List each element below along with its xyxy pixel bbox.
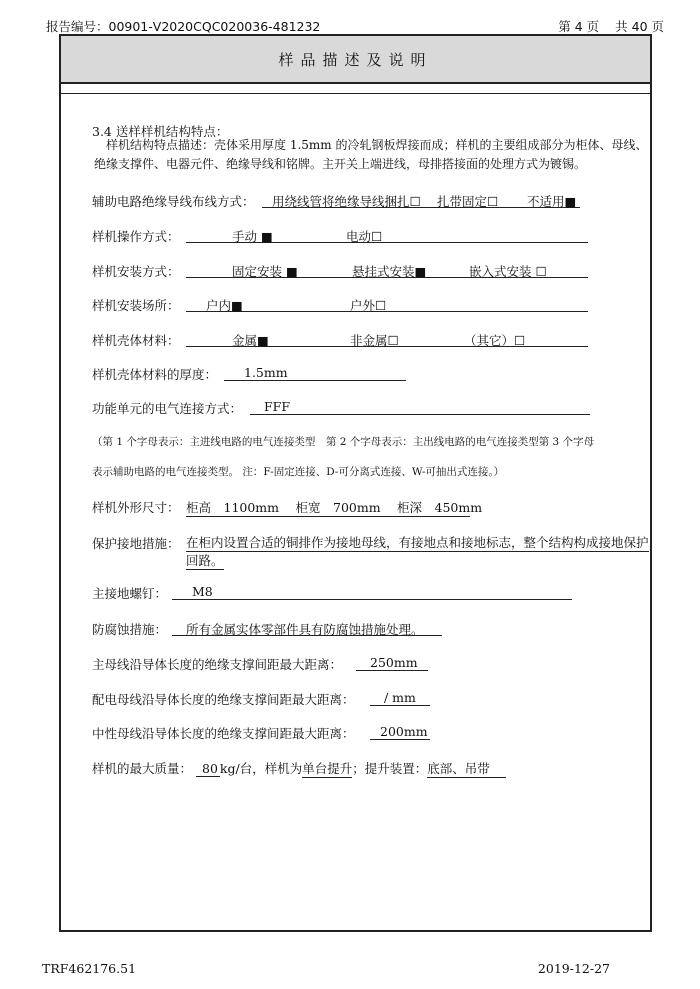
wiring-method-field bbox=[262, 192, 580, 208]
max-mass-label: 样机的最大质量： bbox=[92, 761, 193, 776]
grounding-label: 保护接地措施： bbox=[92, 536, 180, 551]
page-number: 第 4 页 bbox=[558, 19, 600, 34]
enclosure-material-label: 样机壳体材料： bbox=[92, 333, 180, 348]
install-site-label: 样机安装场所： bbox=[92, 298, 180, 313]
title-divider bbox=[61, 93, 650, 94]
install-option-fixed: 固定安装 ■ bbox=[232, 264, 298, 279]
page-title: 样品描述及说明 bbox=[61, 36, 650, 84]
main-bus-support-label: 主母线沿导体长度的绝缘支撑间距最大距离： bbox=[92, 657, 343, 672]
dist-bus-support-label: 配电母线沿导体长度的绝缘支撑间距最大距离： bbox=[92, 692, 355, 707]
max-mass-unit: kg/台，样机为 bbox=[219, 761, 303, 776]
dimensions-label: 样机外形尺寸： bbox=[92, 500, 180, 515]
neutral-bus-support-field bbox=[370, 724, 430, 740]
lifting-device-label: ；提升装置： bbox=[352, 761, 428, 776]
structure-description bbox=[94, 136, 648, 174]
description-line-1: 样机结构特点描述：壳体采用厚度 1.5mm 的冷轧钢板焊接而成；样机的主要组成部分为柜体、母线、 bbox=[106, 138, 648, 152]
install-option-hanging: 悬挂式安装■ bbox=[352, 264, 427, 279]
dist-bus-support-field bbox=[370, 690, 430, 706]
install-site-field bbox=[186, 296, 588, 312]
anticorrosion-label: 防腐蚀措施： bbox=[92, 622, 168, 637]
report-number: 报告编号：00901-V2020CQC020036-481232 bbox=[46, 19, 321, 34]
thickness-label: 样机壳体材料的厚度： bbox=[92, 367, 218, 382]
material-option-nonmetal: 非金属☐ bbox=[350, 333, 399, 348]
anticorrosion-field bbox=[172, 620, 442, 636]
thickness-field bbox=[224, 365, 406, 381]
connection-method-label: 功能单元的电气连接方式： bbox=[92, 401, 243, 416]
dist-bus-support-value: / mm bbox=[384, 690, 416, 705]
material-option-other: （其它）☐ bbox=[464, 333, 526, 348]
grounding-field bbox=[186, 534, 649, 570]
wiring-method-label: 辅助电路绝缘导线布线方式： bbox=[92, 194, 255, 209]
grounding-value-line-1: 在柜内设置合适的铜排作为接地母线，有接地点和接地标志，整个结构构成接地保护 bbox=[186, 535, 649, 550]
dimensions-field bbox=[186, 498, 483, 517]
anticorrosion-value: 所有金属实体零部件具有防腐蚀措施处理。 bbox=[186, 622, 424, 637]
ground-screw-field bbox=[172, 584, 572, 600]
footer-date: 2019-12-27 bbox=[537, 961, 610, 976]
page-indicator bbox=[542, 17, 664, 35]
operation-option-electric: 电动☐ bbox=[346, 229, 383, 244]
wiring-option-conduit: 用绕线管将绝缘导线捆扎☐ bbox=[272, 194, 421, 209]
lifting-method-value: 单台提升 bbox=[302, 761, 353, 776]
wiring-option-tie: 扎带固定☐ bbox=[437, 194, 499, 209]
site-option-outdoor: 户外☐ bbox=[350, 298, 387, 313]
thickness-value: 1.5mm bbox=[244, 365, 288, 380]
operation-method-label: 样机操作方式： bbox=[92, 229, 180, 244]
install-option-embedded: 嵌入式安装 ☐ bbox=[469, 264, 547, 279]
install-method-field bbox=[186, 262, 588, 278]
material-option-metal: 金属■ bbox=[232, 333, 269, 348]
dimensions-value: 柜高 1100mm 柜宽 700mm 柜深 450mm bbox=[186, 500, 483, 515]
wiring-option-na: 不适用■ bbox=[527, 194, 577, 209]
connection-value: FFF bbox=[264, 399, 291, 414]
description-line-2: 绝缘支撑件、电器元件、绝缘导线和铭牌。主开关上端进线，母排搭接面的处理方式为镀锡。 bbox=[94, 157, 587, 171]
operation-option-manual: 手动 ■ bbox=[232, 229, 273, 244]
ground-screw-label: 主接地螺钉： bbox=[92, 586, 168, 601]
operation-method-field bbox=[186, 227, 588, 243]
connection-method-field bbox=[250, 399, 590, 415]
install-method-label: 样机安装方式： bbox=[92, 264, 180, 279]
neutral-bus-support-value: 200mm bbox=[380, 724, 428, 739]
main-bus-support-field bbox=[356, 655, 428, 671]
lifting-device-value: 底部、吊带 bbox=[427, 759, 506, 778]
main-bus-support-value: 250mm bbox=[370, 655, 418, 670]
footer-form-code: TRF462176.51 bbox=[42, 961, 137, 976]
connection-note-line-1: （第 1 个字母表示：主进线电路的电气连接类型 第 2 个字母表示：主出线电路的电气连接类型第 3 个字母 bbox=[92, 436, 595, 448]
max-mass-value: 80 bbox=[196, 761, 220, 777]
section-heading: 3.4 送样样机结构特点： bbox=[92, 124, 229, 139]
max-mass-row bbox=[92, 759, 506, 778]
connection-note-line-2: 表示辅助电路的电气连接类型。 注：F-固定连接、D-可分离式连接、W-可抽出式连接。） bbox=[92, 466, 505, 478]
site-option-indoor: 户内■ bbox=[206, 298, 243, 313]
enclosure-material-field bbox=[186, 331, 588, 347]
total-pages: 共 40 页 bbox=[615, 19, 664, 34]
ground-screw-value: M8 bbox=[192, 584, 213, 599]
grounding-value-line-2: 回路。 bbox=[186, 553, 224, 568]
neutral-bus-support-label: 中性母线沿导体长度的绝缘支撑间距最大距离： bbox=[92, 726, 355, 741]
